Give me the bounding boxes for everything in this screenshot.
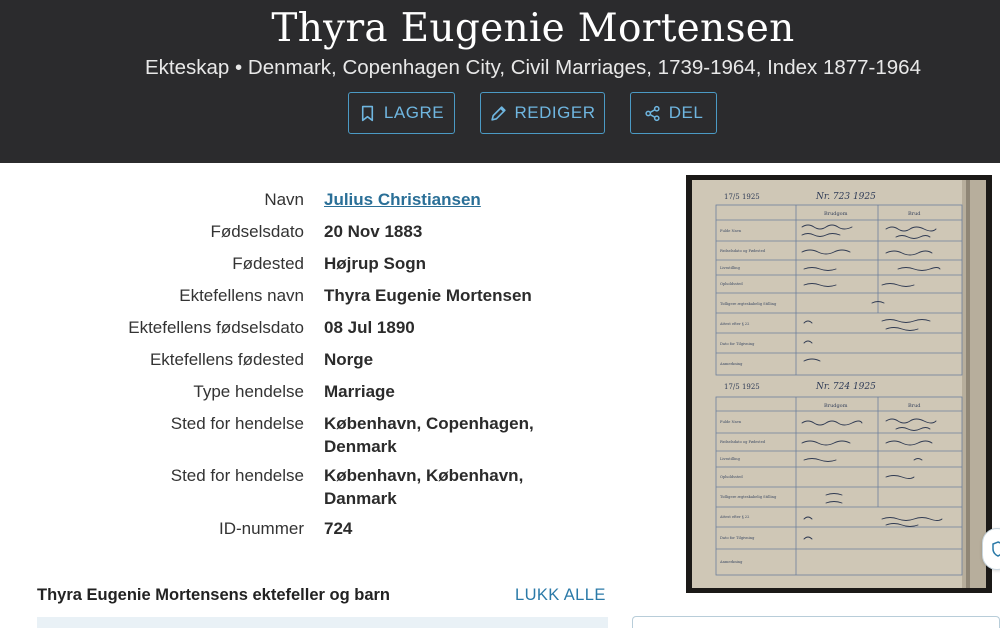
fact-label: Type hendelse [193,382,304,401]
fact-value [324,464,584,510]
collapse-all-button[interactable]: LUKK ALLE [515,586,606,604]
fact-value: 08 Jul 1890 [324,318,415,337]
ledger-row-label: Tidligere ægteskabelig Stilling [720,302,777,306]
side-panel-tab[interactable] [982,528,1000,570]
ledger-row-label: Opholdssted [720,282,743,286]
pencil-icon [490,105,507,122]
save-button-label: LAGRE [383,103,445,122]
ledger-row-label: Tidligere ægteskabelig Stilling [720,495,777,499]
fact-label: Navn [264,190,304,209]
record-image-thumbnail[interactable] [686,175,992,593]
edit-button-label: REDIGER [514,103,596,122]
fact-value: Norge [324,350,374,369]
fact-value: Thyra Eugenie Mortensen [324,286,532,305]
fact-label: Ektefellens fødselsdato [128,318,304,337]
ledger-column-bride: Brud [908,403,921,409]
page-title: Thyra Eugenie Mortensen [271,6,795,51]
record-collection-subtitle: Ekteskap • Denmark, Copenhagen City, Civil Marriages, 1739-1964, Index 1877-1964 [145,56,921,79]
save-button[interactable] [348,92,455,134]
ledger-entry-date: 17/5 1925 [724,383,760,391]
fact-value: Marriage [324,382,395,401]
fact-label: Ektefellens fødested [149,350,304,369]
ledger-column-bride: Brud [908,211,921,217]
fact-label: Fødselsdato [210,222,304,241]
share-icon [644,105,661,122]
ledger-column-groom: Brudgom [824,211,848,217]
ledger-row-label: Dato for Tilgivning [720,342,755,346]
ledger-entry-number: Nr. 723 1925 [816,192,876,202]
ledger-row-label: Fulde Navn [720,420,742,424]
fact-value-line: København, København, [324,466,524,485]
fact-label: Sted for hendelse [170,466,304,485]
fact-value: Højrup Sogn [324,254,426,273]
ledger-row-label: Livsstilling [720,457,740,461]
shield-icon [992,541,1000,557]
ledger-row-label: Fødselsdato og Fødested [720,249,766,253]
fact-value-line: Danmark [324,489,397,508]
fact-value-line: Denmark [324,437,397,456]
family-panel [37,617,608,628]
ledger-row-label: Attest efter § 22 [720,322,750,326]
ledger-row-label: Anmerkning [720,362,743,366]
fact-value: 724 [324,519,353,538]
family-section-title: Thyra Eugenie Mortensens ektefeller og barn [37,586,391,604]
edit-button[interactable] [480,92,605,134]
fact-label: Sted for hendelse [170,414,304,433]
fact-label: Ektefellens navn [179,286,304,305]
ledger-column-groom: Brudgom [824,403,848,409]
fact-value: 20 Nov 1883 [324,222,423,241]
ledger-row-label: Dato for Tilgivning [720,536,755,540]
ledger-row-label: Fødselsdato og Fødested [720,440,766,444]
bookmark-icon [359,105,376,122]
side-card [632,616,1000,628]
ledger-row-label: Anmerkning [720,560,743,564]
fact-value [324,412,584,458]
fact-label: ID-nummer [218,519,304,538]
ledger-row-label: Livsstilling [720,266,740,270]
ledger-entry-number: Nr. 724 1925 [816,382,876,392]
ledger-row-label: Opholdssted [720,475,743,479]
ledger-row-label: Fulde Navn [720,229,742,233]
ledger-page-image [686,175,992,593]
ledger-row-label: Attest efter § 22 [720,515,750,519]
fact-label: Fødested [232,254,304,273]
share-button-label: DEL [668,103,704,122]
record-header [0,0,1000,163]
person-link[interactable]: Julius Christiansen [324,190,481,209]
fact-value-line: København, Copenhagen, [324,414,534,433]
share-button[interactable] [630,92,717,134]
ledger-entry-date: 17/5 1925 [724,193,760,201]
